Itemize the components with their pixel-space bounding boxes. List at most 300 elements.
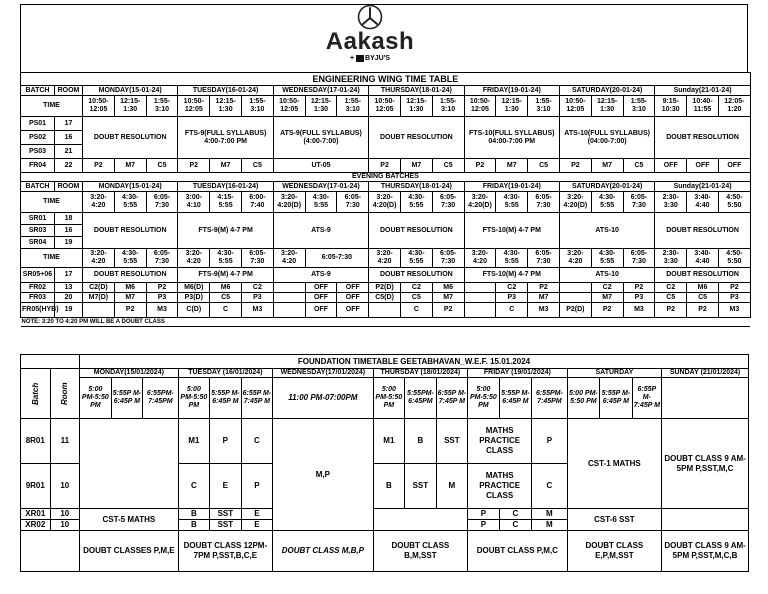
batch-id: FR04 (21, 159, 55, 173)
note-text: NOTE: 3:20 TO 4:20 PM WILL BE A DOUBT CLASS (21, 318, 751, 327)
subject-cell: C (178, 464, 210, 509)
subject-cell: M3 (528, 303, 560, 318)
subject-cell: OFF (337, 303, 369, 318)
time-slot: 10:50-12:05 (464, 96, 496, 117)
batch-row (21, 509, 749, 520)
batch-id: FR05(HYB) (21, 303, 55, 318)
room-no: 18 (55, 213, 83, 225)
evening-label-row (21, 173, 751, 182)
subject-cell (464, 293, 496, 303)
subject-cell: C5 (528, 159, 560, 173)
subject-cell: P3 (718, 293, 750, 303)
day-header: FRIDAY(19-01-24) (464, 182, 559, 192)
room-no: 10 (50, 509, 80, 520)
batch-header: BATCH (21, 86, 55, 96)
subject-cell (559, 283, 591, 293)
time-slot: 6:05-7:30 (528, 192, 560, 213)
time-slot: 6:55PM-7:45PM (532, 378, 567, 419)
aakash-emblem-icon (357, 4, 383, 30)
day-header: THURSDAY(18-01-24) (369, 86, 464, 96)
time-slot: 4:30-5:55 (400, 249, 432, 268)
subject-cell: M7 (591, 159, 623, 173)
merged-session: M,P (273, 419, 373, 531)
day-header: Sunday(21-01-24) (655, 86, 750, 96)
subject-cell: P2 (623, 283, 655, 293)
time-slot: 6:00-7:40 (241, 192, 273, 213)
subject-cell: M7 (591, 293, 623, 303)
day-header: FRIDAY (19/01/2024) (468, 369, 567, 378)
room-no: 10 (50, 464, 80, 509)
batch-id: SR04 (21, 237, 55, 249)
subject-cell: C (532, 464, 567, 509)
subject-cell: C5 (687, 293, 719, 303)
batch-header: BATCH (21, 182, 55, 192)
day-header: MONDAY(15-01-24) (83, 86, 178, 96)
day-header: SATURDAY(20-01-24) (559, 182, 654, 192)
subject-cell: P3(D) (178, 293, 210, 303)
subject-cell: M6 (687, 283, 719, 293)
time-slot: 6:55P M-7:45P M (632, 378, 662, 419)
subject-cell: SST (436, 419, 468, 464)
time-slot: 5:00 PM-5:50 PM (567, 378, 600, 419)
batch-id: FR03 (21, 293, 55, 303)
day-header: SATURDAY(20-01-24) (559, 86, 654, 96)
subject-cell (369, 303, 401, 318)
subject-cell: C (496, 303, 528, 318)
doubt-class: DOUBT CLASS B,M,SST (373, 531, 468, 572)
merged-session: ATS-10(FULL SYLLABUS)(04:00-7:00) (559, 117, 654, 159)
room-no: 20 (55, 293, 83, 303)
room-no: 13 (55, 283, 83, 293)
batch-row (21, 268, 751, 283)
foundation-title: FOUNDATION TIMETABLE GEETABHAVAN_W.E.F. 15.01.2024 (80, 355, 749, 369)
day-header: Sunday(21-01-24) (655, 182, 750, 192)
merged-session: CST-1 MATHS (567, 419, 662, 509)
merged-session: ATS-10 (559, 268, 654, 283)
subject-cell: MATHS PRACTICE CLASS (468, 419, 532, 464)
time-slot: 12:15-1:30 (496, 96, 528, 117)
time-slot: 3:20-4:20(D) (559, 192, 591, 213)
time-slot: 5:55P M-6:45P M (210, 378, 242, 419)
merged-session: ATS-9(FULL SYLLABUS)(4:00-7:00) (273, 117, 368, 159)
blank-cell (21, 355, 80, 369)
subject-cell: M (532, 509, 567, 520)
merged-session: DOUBT RESOLUTION (655, 213, 750, 249)
time-header: TIME (21, 249, 83, 268)
merged-session: DOUBT RESOLUTION (369, 213, 464, 249)
merged-session: DOUBT RESOLUTION (83, 213, 178, 249)
subject-cell: C(D) (178, 303, 210, 318)
time-slot: 6:05-7:30 (623, 249, 655, 268)
time-slot: 4:30-5:55 (400, 192, 432, 213)
time-slot: 6:05-7:30 (241, 249, 273, 268)
day-header: TUESDAY(16-01-24) (178, 86, 273, 96)
day-header-row (21, 86, 751, 96)
aakash-logo (308, 4, 432, 68)
time-slot: 4:30-5:55 (114, 192, 146, 213)
time-slot: 4:30-5:55 (496, 249, 528, 268)
day-header: WEDNESDAY(17-01-24) (273, 86, 368, 96)
subject-cell: C5 (210, 293, 242, 303)
subject-cell: M3 (146, 303, 178, 318)
time-slot: 12:15-1:30 (305, 96, 337, 117)
subject-cell (464, 303, 496, 318)
batch-row (21, 283, 751, 293)
time-slot: 5:55P M-6:45P M (111, 378, 143, 419)
subject-cell: P2 (464, 159, 496, 173)
subject-cell: C2 (496, 283, 528, 293)
batch-id: PS03 (21, 145, 55, 159)
subject-cell: M3 (623, 303, 655, 318)
room-header: Room (50, 369, 80, 419)
day-header: MONDAY(15-01-24) (83, 182, 178, 192)
time-row (21, 249, 751, 268)
subject-cell: P3 (496, 293, 528, 303)
merged-session: FTS-9(M) 4-7 PM (178, 268, 273, 283)
subject-cell: P2 (432, 303, 464, 318)
time-slot: 6:05-7:30 (146, 192, 178, 213)
subject-cell: C5 (400, 293, 432, 303)
subject-cell: OFF (305, 283, 337, 293)
merged-session: CST-5 MATHS (80, 509, 178, 531)
subject-cell (273, 283, 305, 293)
subject-cell: P (468, 509, 500, 520)
subject-cell: OFF (305, 303, 337, 318)
subject-cell: B (178, 520, 210, 531)
merged-session: DOUBT RESOLUTION (369, 268, 464, 283)
subject-cell: M1 (178, 419, 210, 464)
engineering-title: ENGINEERING WING TIME TABLE (21, 73, 751, 86)
room-header: ROOM (55, 182, 83, 192)
time-slot: 1:55-3:10 (432, 96, 464, 117)
time-slot: 5:55P M-6:45P M (600, 378, 633, 419)
subject-cell: P2 (718, 283, 750, 293)
time-slot: 10:50-12:05 (559, 96, 591, 117)
subject-cell: P2(D) (559, 303, 591, 318)
time-slot: 3:20-4:20 (83, 192, 115, 213)
time-slot: 6:05-7:30 (432, 249, 464, 268)
batch-id: SR03 (21, 225, 55, 237)
subject-cell: OFF (337, 293, 369, 303)
doubt-class: DOUBT CLASSES P,M,E (80, 531, 178, 572)
subject-cell: B (373, 464, 405, 509)
subject-cell: C5 (655, 293, 687, 303)
room-no: 21 (55, 145, 83, 159)
subject-cell: P2 (591, 303, 623, 318)
time-slot: 10:40-11:55 (687, 96, 719, 117)
room-no: 22 (55, 159, 83, 173)
subject-cell: P (241, 464, 273, 509)
room-no: 16 (55, 131, 83, 145)
merged-session: DOUBT RESOLUTION (655, 117, 750, 159)
time-slot: 12:15-1:30 (400, 96, 432, 117)
evening-label: EVENING BATCHES (21, 173, 751, 182)
merged-session: DOUBT RESOLUTION (83, 117, 178, 159)
time-slot: 3:40-4:40 (687, 249, 719, 268)
blank-cell (373, 509, 468, 531)
subject-cell: OFF (687, 159, 719, 173)
room-no: 17 (55, 117, 83, 131)
subject-cell: M (532, 520, 567, 531)
day-header: SUNDAY (21/01/2024) (662, 369, 749, 378)
subject-cell: C5 (623, 159, 655, 173)
subject-cell: B (178, 509, 210, 520)
time-slot: 4:50-5:50 (718, 249, 750, 268)
doubt-class: DOUBT CLASS E,P,M,SST (567, 531, 662, 572)
batch-id: SR05+06 (21, 268, 55, 283)
day-header: THURSDAY (18/01/2024) (373, 369, 468, 378)
subject-cell: C2(D) (83, 283, 115, 293)
subject-cell: P3 (241, 293, 273, 303)
time-slot: 10:50-12:05 (83, 96, 115, 117)
time-slot: 12:15-1:30 (114, 96, 146, 117)
time-header: TIME (21, 96, 83, 117)
subject-cell: C (241, 419, 273, 464)
subject-cell: E (241, 509, 273, 520)
merged-session: DOUBT RESOLUTION (655, 268, 750, 283)
subject-cell: P2 (178, 159, 210, 173)
subject-cell: MATHS PRACTICE CLASS (468, 464, 532, 509)
time-slot: 1:55-3:10 (337, 96, 369, 117)
merged-session: FTS-10(FULL SYLLABUS) 04:00-7:00 PM (464, 117, 559, 159)
time-slot: 6:05-7:30 (623, 192, 655, 213)
tagline: + BYJU'S (349, 55, 391, 62)
room-no: 16 (55, 225, 83, 237)
subject-cell (464, 283, 496, 293)
subject-cell: P (210, 419, 242, 464)
day-header: TUESDAY (16/01/2024) (178, 369, 273, 378)
time-slot: 9:15-10:30 (655, 96, 687, 117)
time-slot: 10:50-12:05 (273, 96, 305, 117)
time-slot: 6:55P M-7:45P M (241, 378, 273, 419)
subject-cell: M7 (432, 293, 464, 303)
time-slot: 4:30-5:55 (591, 249, 623, 268)
subject-cell: P2 (655, 303, 687, 318)
brand-name: Aakash (325, 28, 415, 55)
time-slot: 4:15-5:55 (210, 192, 242, 213)
time-slot: 3:20-4:20 (83, 249, 115, 268)
day-header: THURSDAY(18-01-24) (369, 182, 464, 192)
subject-cell: C5 (432, 159, 464, 173)
subject-cell: OFF (718, 159, 750, 173)
subject-cell: P (468, 520, 500, 531)
time-slot: 5:00 PM-5:50 PM (468, 378, 500, 419)
doubt-row (21, 531, 749, 572)
time-row (21, 96, 751, 117)
time-row (21, 192, 751, 213)
batch-id: XR02 (21, 520, 51, 531)
subject-cell: C (210, 303, 242, 318)
subject-cell: C (499, 520, 532, 531)
subject-cell: C5 (241, 159, 273, 173)
time-row (21, 378, 749, 419)
subject-cell: P2(D) (369, 283, 401, 293)
subject-cell: M7 (114, 159, 146, 173)
subject-cell (83, 303, 115, 318)
time-slot: 12:15-1:30 (210, 96, 242, 117)
time-slot: 3:20-4:20(D) (273, 192, 305, 213)
batch-row (21, 159, 751, 173)
batch-id: 9R01 (21, 464, 51, 509)
merged-session: FTS-10(M) 4-7 PM (464, 268, 559, 283)
merged-session: ATS-10 (559, 213, 654, 249)
subject-cell: P2 (559, 159, 591, 173)
title-row (21, 73, 751, 86)
time-slot: 6:05-7:30 (337, 192, 369, 213)
subject-cell: SST (210, 509, 242, 520)
time-header: TIME (21, 192, 83, 213)
merged-session: DOUBT RESOLUTION (369, 117, 464, 159)
subject-cell: P2 (83, 159, 115, 173)
subject-cell: OFF (305, 293, 337, 303)
time-slot: 5:00 PM-5:50 PM (178, 378, 210, 419)
time-slot: 5:55PM-6:45PM (405, 378, 437, 419)
day-header-row (21, 182, 751, 192)
merged-session: DOUBT CLASS 9 AM-5PM P,SST,M,C (662, 419, 749, 509)
room-header: ROOM (55, 86, 83, 96)
time-slot: 2:30-3:30 (655, 249, 687, 268)
subject-cell: M7 (496, 159, 528, 173)
subject-cell: M6 (210, 283, 242, 293)
subject-cell: C2 (241, 283, 273, 293)
subject-cell: P (532, 419, 567, 464)
time-slot: 1:55-3:10 (146, 96, 178, 117)
subject-cell: M7 (528, 293, 560, 303)
subject-cell: C5 (146, 159, 178, 173)
subject-cell: M6 (114, 283, 146, 293)
subject-cell (559, 293, 591, 303)
batch-id: 8R01 (21, 419, 51, 464)
time-slot: 4:30-5:55 (210, 249, 242, 268)
time-slot: 4:50-5:50 (718, 192, 750, 213)
room-no: 19 (55, 303, 83, 318)
subject-cell: M6(D) (178, 283, 210, 293)
subject-cell: C2 (591, 283, 623, 293)
time-slot: 5:00 PM-5:50 PM (80, 378, 112, 419)
subject-cell: M3 (241, 303, 273, 318)
subject-cell: M7(D) (83, 293, 115, 303)
batch-id: FR02 (21, 283, 55, 293)
time-slot: 10:50-12:05 (178, 96, 210, 117)
merged-session: ATS-9 (273, 213, 368, 249)
time-slot: 3:20-4:20 (369, 249, 401, 268)
foundation-timetable (20, 354, 749, 572)
time-slot: 3:00-4:10 (178, 192, 210, 213)
merged-session: FTS-9(M) 4-7 PM (178, 213, 273, 249)
batch-id: SR01 (21, 213, 55, 225)
time-slot: 6:05-7:30 (146, 249, 178, 268)
subject-cell: M (436, 464, 468, 509)
time-slot: 2:30-3:30 (655, 192, 687, 213)
batch-id: PS02 (21, 131, 55, 145)
subject-cell: E (241, 520, 273, 531)
time-slot: 4:30-5:55 (591, 192, 623, 213)
subject-cell: M6 (432, 283, 464, 293)
time-slot: 6:05-7:30 (528, 249, 560, 268)
subject-cell: OFF (655, 159, 687, 173)
batch-header: Batch (21, 369, 51, 419)
time-slot: 3:20-4:20 (464, 249, 496, 268)
subject-cell (273, 293, 305, 303)
day-header: FRIDAY(19-01-24) (464, 86, 559, 96)
day-header: WEDNESDAY(17/01/2024) (273, 369, 373, 378)
room-no: 19 (55, 237, 83, 249)
subject-cell (273, 303, 305, 318)
day-header-row (21, 369, 749, 378)
blank-cell (662, 509, 749, 531)
time-slot: 3:40-4:40 (687, 192, 719, 213)
time-slot: 4:30-5:55 (496, 192, 528, 213)
time-slot: 3:20-4:20(D) (464, 192, 496, 213)
batch-row (21, 419, 749, 464)
time-slot: 6:05-7:30 (305, 249, 369, 268)
room-no: 10 (50, 520, 80, 531)
room-no: 17 (55, 268, 83, 283)
day-header: SATURDAY (567, 369, 662, 378)
subject-cell: M7 (210, 159, 242, 173)
room-no: 11 (50, 419, 80, 464)
blank-cell (662, 378, 749, 419)
batch-id: XR01 (21, 509, 51, 520)
subject-cell: C (400, 303, 432, 318)
doubt-class: DOUBT CLASS P,M,C (468, 531, 567, 572)
merged-session: FTS-9(FULL SYLLABUS) 4:00-7:00 PM (178, 117, 273, 159)
subject-cell: P2 (369, 159, 401, 173)
subject-cell: P3 (146, 293, 178, 303)
foundation-title-row (21, 355, 749, 369)
day-header: TUESDAY(16-01-24) (178, 182, 273, 192)
blank-cell (80, 419, 178, 509)
time-slot: 6:55PM-7:45PM (143, 378, 178, 419)
time-slot: 3:20-4:20(D) (369, 192, 401, 213)
time-slot: 12:05-1:20 (718, 96, 750, 117)
subject-cell: SST (405, 464, 437, 509)
day-header: WEDNESDAY(17-01-24) (273, 182, 368, 192)
time-slot: 1:55-3:10 (241, 96, 273, 117)
time-slot: 3:20-4:20 (273, 249, 305, 268)
time-slot: 12:15-1:30 (591, 96, 623, 117)
time-slot: 10:50-12:05 (369, 96, 401, 117)
subject-cell: E (210, 464, 242, 509)
engineering-timetable (20, 72, 751, 327)
time-slot: 4:30-5:55 (305, 192, 337, 213)
subject-cell: M7 (400, 159, 432, 173)
subject-cell: P2 (146, 283, 178, 293)
merged-session: FTS-10(M) 4-7 PM (464, 213, 559, 249)
subject-cell: C (499, 509, 532, 520)
subject-cell: B (405, 419, 437, 464)
subject-cell: P2 (114, 303, 146, 318)
merged-session: UT-05 (273, 159, 368, 173)
subject-cell: M7 (114, 293, 146, 303)
batch-id: PS01 (21, 117, 55, 131)
batch-row (21, 293, 751, 303)
merged-session: DOUBT RESOLUTION (83, 268, 178, 283)
time-slot: 5:55P M-6:45P M (499, 378, 532, 419)
subject-cell: P3 (623, 293, 655, 303)
day-header: MONDAY(15/01/2024) (80, 369, 178, 378)
batch-row (21, 213, 751, 225)
subject-cell: OFF (337, 283, 369, 293)
subject-cell: M1 (373, 419, 405, 464)
doubt-class: DOUBT CLASS 12PM-7PM P,SST,B,C,E (178, 531, 273, 572)
merged-session: CST-6 SST (567, 509, 662, 531)
time-slot: 11:00 PM-07:00PM (273, 378, 373, 419)
time-slot: 6:05-7:30 (432, 192, 464, 213)
doubt-class: DOUBT CLASS M,B,P (273, 531, 373, 572)
subject-cell: SST (210, 520, 242, 531)
time-slot: 1:55-3:10 (528, 96, 560, 117)
